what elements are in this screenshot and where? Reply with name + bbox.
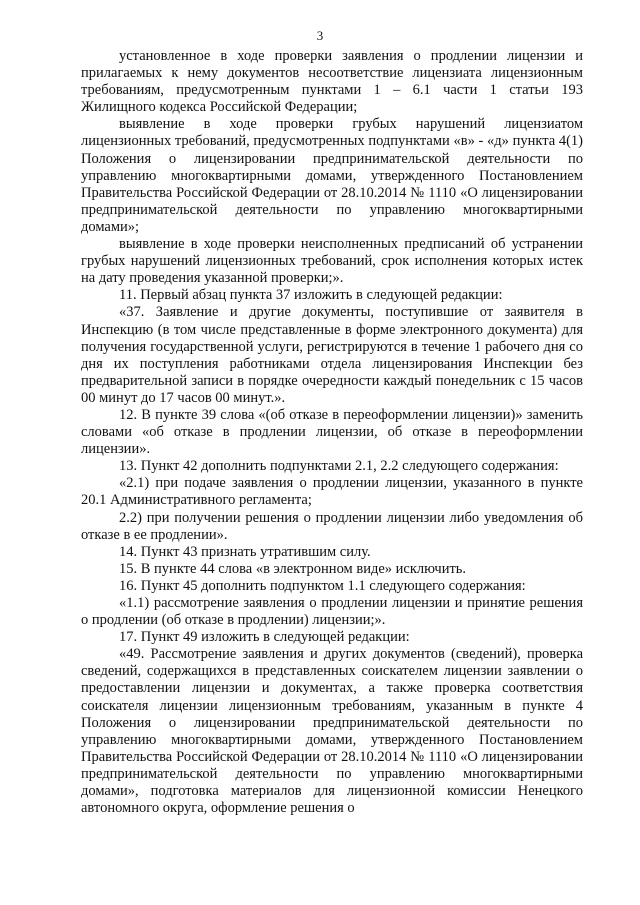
paragraph-gross-violations: выявление в ходе проверки грубых нарушений лицензиатом лицензионных требований, предусмотренных подпунктами «в» - «д» пункта 4(1) Положения о лицензировании предпринимательской деятельности по управлению многоквартирными домами, утвержденного Постановлением Правительства Российской Федерации от 28.10.2014 № 1110 «О лицензировании предпринимательской деятельности по управлению многоквартирными домами»; xyxy=(81,116,583,235)
paragraph-unfulfilled-orders: выявление в ходе проверки неисполненных предписаний об устранении грубых нарушений лицензионных требований, срок исполнения которых истек на дату проведения указанной проверки;». xyxy=(81,236,583,287)
page-number: 3 xyxy=(316,28,324,43)
paragraph-item-12: 12. В пункте 39 слова «(об отказе в переоформлении лицензии)» заменить словами «об отказе в продлении лицензии, об отказе в переоформлении лицензии». xyxy=(81,406,583,458)
paragraph-item-17: 17. Пункт 49 изложить в следующей редакции: xyxy=(119,629,410,646)
paragraph-clause-49: «49. Рассмотрение заявления и других документов (сведений), проверка сведений, содержащихся в представленных соискателем лицензии заявлении о предоставлении лицензии и документах, а также проверка соответствия соискателя лицензии лицензионным требованиям, указанным в пункте 4 Положения о лицензировании предпринимательской деятельности по управлению многоквартирными домами, утвержденного Постановлением Правительства Российской Федерации от 28.10.2014 № 1110 «О лицензировании предпринимательской деятельности по управлению многоквартирными домами», подготовка материалов для лицензионной комиссии Ненецкого автономного округа, оформление решения о xyxy=(81,646,583,817)
paragraph-subitem-2-1: «2.1) при подаче заявления о продлении лицензии, указанного в пункте 20.1 Административного регламента; xyxy=(81,475,583,509)
paragraph-subitem-1-1: «1.1) рассмотрение заявления о продлении лицензии и принятие решения о продлении (об отказе в продлении) лицензии;». xyxy=(81,595,583,629)
paragraph-item-13: 13. Пункт 42 дополнить подпунктами 2.1, 2.2 следующего содержания: xyxy=(119,458,559,475)
paragraph-item-15: 15. В пункте 44 слова «в электронном виде» исключить. xyxy=(119,560,467,577)
paragraph-item-14: 14. Пункт 43 признать утратившим силу. xyxy=(119,543,371,560)
paragraph-item-16: 16. Пункт 45 дополнить подпунктом 1.1 следующего содержания: xyxy=(119,577,526,594)
paragraph-item-11: 11. Первый абзац пункта 37 изложить в следующей редакции: xyxy=(119,287,503,304)
paragraph-noncompliance: установленное в ходе проверки заявления о продлении лицензии и прилагаемых к нему документов несоответствие лицензиата лицензионным требованиям, предусмотренным пунктами 1 – 6.1 части 1 статьи 193 Жилищного кодекса Российской Федерации; xyxy=(81,48,583,116)
paragraph-subitem-2-2: 2.2) при получении решения о продлении лицензии либо уведомления об отказе в ее продлении». xyxy=(81,509,583,543)
paragraph-clause-37: «37. Заявление и другие документы, поступившие от заявителя в Инспекцию (в том числе представленные в форме электронного документа) для получения государственной услуги, регистрируются в течение 1 рабочего дня со дня их поступления работниками отдела лицензирования Инспекции без предварительной записи в порядке очередности каждый понедельник с 15 часов 00 минут до 17 часов 00 минут.». xyxy=(81,304,583,406)
document-body xyxy=(81,48,583,817)
